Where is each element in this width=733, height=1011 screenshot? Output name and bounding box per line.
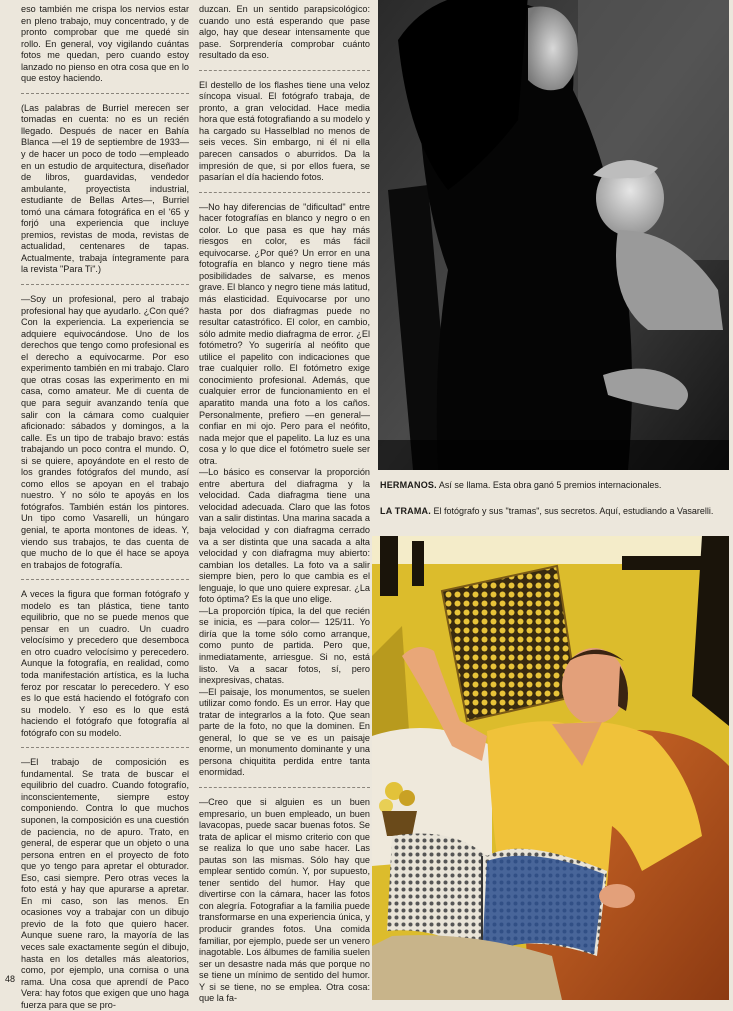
caption-text: El fotógrafo y sus "tramas", sus secretos. Aquí, estudiando a Vasarelli. <box>430 506 714 516</box>
paragraph-divider <box>21 747 189 748</box>
article-paragraph: eso también me crispa los nervios estar en pleno trabajo, muy concentrado, y de pronto comprobar que me quedé sin rollo. En general, voy vigilando cuántas fotos me quedan, pero cuando estoy lanzado no pienso en otra cosa que en lo que estoy haciendo. <box>21 4 189 84</box>
article-paragraph: duzcan. En un sentido parapsicológico: cuando uno está esperando que pase algo, hay que desear intensamente que pase. Sorprendería comprobar cuánto resultado da eso. <box>199 4 370 61</box>
paragraph-divider <box>199 70 370 71</box>
article-paragraph: A veces la figura que forman fotógrafo y modelo es tan plástica, tiene tanto equilibrio, que no se puede menos que pensar en un cuadro. Un cuadro velocísimo y precedero que desemboca en otro cuadro velocísimo y perecedero. Aunque la fotografía, en realidad, como toda manifestación artística, es la lucha feroz por rescatar lo perecedero. Y eso es lo que está haciendo el fotógrafo con su modelo. Y eso es lo que está haciendo el fotógrafo que fotografía al fotógrafo con su modelo. <box>21 589 189 738</box>
article-paragraph: (Las palabras de Burriel merecen ser tomadas en cuenta: no es un recién llegado. Después de nacer en Bahía Blanca —el 19 de septiembre de 1933— y de hacer un poco de todo —empleado en un estudio de arquitectura, diseñador de libros, guardavidas, vendedor ambulante, proyectista industrial, estudiante de Bellas Artes—, Burriel tomó una cámara fotográfica en el '65 y forjó una experiencia que incluye premios, revistas de moda, revistas de actualidad, centenares de tapas. Actualmente, trabaja íntegramente para la revista "Para Ti".) <box>21 102 189 275</box>
caption-title: LA TRAMA. <box>380 506 431 516</box>
photo-caption <box>380 506 728 517</box>
article-paragraph: —Creo que si alguien es un buen empresario, un buen empleado, un buen lavacopas, puede sacar buenas fotos. Se trata de aplicar el mismo criterio con que se realiza lo que uno sabe hacer. Las pautas son las mismas. Sólo hay que emplear sentido común. Y, por supuesto, tener sentido del humor. Hay que divertirse con la cámara, hacer las fotos con alegría. Fotografiar a la familia puede transformarse en una experiencia única, y producir grandes fotos. Una comida familiar, por ejemplo, puede ser un venero inagotable. Los álbumes de familia suelen ser un desastre nada más que porque no se tiene un mínimo de sentido del humor. Y si se tiene, no se emplea. Otra cosa: que la fa- <box>199 797 370 1004</box>
paragraph-divider <box>199 787 370 788</box>
article-paragraph: —No hay diferencias de "dificultad" entre hacer fotografías en blanco y negro o en color. Lo que pasa es que hay más riesgos en color, es más fácil equivocarse. ¿Por qué? Un error en una fotografía en blanco y negro tiene más posibilidades de salvarse, es menos grave. El blanco y negro tiene más latitud, más elasticidad. Equivocarse por uno hasta por dos diafragmas puede no resultar catastrófico. El color, en cambio, sólo admite medio diafragma de error. ¿El fotómetro? Yo sugeriría al neófito que utilice el papelito con indicaciones que trae cualquier rollo. El fotómetro exige conocimiento profesional. Además, que cualquier error de funcionamiento en el aparatito manda una foto a los caños. Personalmente, prefiero —en general— confiar en mi ojo. Pero para el neófito, nada mejor que el papelito. La luz es una cosa y lo que dice el fotómetro suele ser otra. <box>199 201 370 466</box>
article-paragraph: —La proporción típica, la del que recién se inicia, es —para color— 125/11. Yo diría que la tome sólo como arranque, como punto de partida. Pero que, inmediatamente, arriesgue. Si no, está listo. Va a sacar fotos, sí, pero inexpresivas, chatas. <box>199 605 370 686</box>
paragraph-divider <box>21 284 189 285</box>
article-column-1 <box>21 4 189 1010</box>
photo-hermanos <box>378 0 729 470</box>
caption-title: HERMANOS. <box>380 480 437 490</box>
article-paragraph: —El trabajo de composición es fundamental. Se trata de buscar el equilibrio del cuadro. Cuando fotografío, inconscientemente, siempre estoy componiendo. Contra lo que muchos suponen, la composición es una cuestión de paciencia, no de apuro. Trato, en general, de esperar que un objeto o una persona entren en el proyecto de foto que yo tengo para apretar el obturador. Eso, casi siempre. Pero otras veces la foto está y hay que apurarse a apretar. En mi caso, son las menos. En ocasiones voy a trabajar con un dibujo previo de la foto que quiero hacer. Aunque suene raro, la mayoría de las veces sale exactamente según el dibujo, hasta en los detalles más aleatorios, como, por ejemplo, una cornisa o una rama. Una cosa que aprendí de Paco Vera: hay fotos que exigen que uno haga fuerza para que se pro- <box>21 757 189 1010</box>
article-paragraph: El destello de los flashes tiene una veloz síncopa visual. El fotógrafo trabaja, de pronto, a gran velocidad. Hace media hora que está fotografiando a su modelo y ha cargado su Hasselblad no menos de seis veces. Sin embargo, ni él ni ella parecen cansados o aburridos. Da la impresión de que, si por ellos fuera, se pasarían el día haciendo fotos. <box>199 79 370 183</box>
caption-text: Así se llama. Esta obra ganó 5 premios internacionales. <box>436 480 662 490</box>
paragraph-divider <box>199 192 370 193</box>
photo-la-trama <box>372 536 729 1000</box>
photo-caption <box>380 480 728 491</box>
paragraph-divider <box>21 579 189 580</box>
page-number: 48 <box>5 974 16 984</box>
article-paragraph: —El paisaje, los monumentos, se suelen utilizar como fondo. Es un error. Hay que tratar de integrarlos a la foto. Que sean parte de la foto, no que la dominen. En general, lo que se ve es un paisaje enorme, un monumento dominante y una persona chiquitita perdida entre tanta enormidad. <box>199 686 370 778</box>
article-paragraph: —Lo básico es conservar la proporción entre abertura del diafragma y la velocidad. Cada diafragma tiene una velocidad adecuada. Claro que las fotos van a salir distintas. Una marina sacada a baja velocidad y con diafragma cerrado va a ser distinta que una sacada a alta velocidad y con diafragma muy abierto: cambian los detalles. La foto va a salir siempre bien, pero lo que cambia es el lenguaje, lo que uno quiere expresar. ¿La foto óptima? Es la que uno elige. <box>199 467 370 605</box>
paragraph-divider <box>21 93 189 94</box>
article-paragraph: —Soy un profesional, pero al trabajo profesional hay que ayudarlo. ¿Con qué? Con la experiencia. La experiencia se adquiere equivocándose. Uno de los derechos que tengo como profesional es el derecho a equivocarme. Por eso experimento también en mi trabajo. Claro que otras cosas las experimento en mi casa, como amateur. Me di cuenta de que para seguir avanzando tenía que salir con la cámara como cualquier aficionado: sábados y domingos, a la calle. Es un tipo de trabajo bravo: estás trabajando un poco contra el mundo. O, si se quiere, apoyándote en el resto de los grandes fotógrafos del mundo, así como ellos se apoyan en el trabajo nuestro. Y no sólo te apoyás en los fotógrafos. También están los pintores. Un tipo como Vasarelli, un húngaro genial, te aporta montones de ideas. Y, viendo sus trabajos, te das cuenta de que mucho de lo que él hace se apoya en trabajos de fotografía. <box>21 294 189 570</box>
article-column-2 <box>199 4 370 1004</box>
